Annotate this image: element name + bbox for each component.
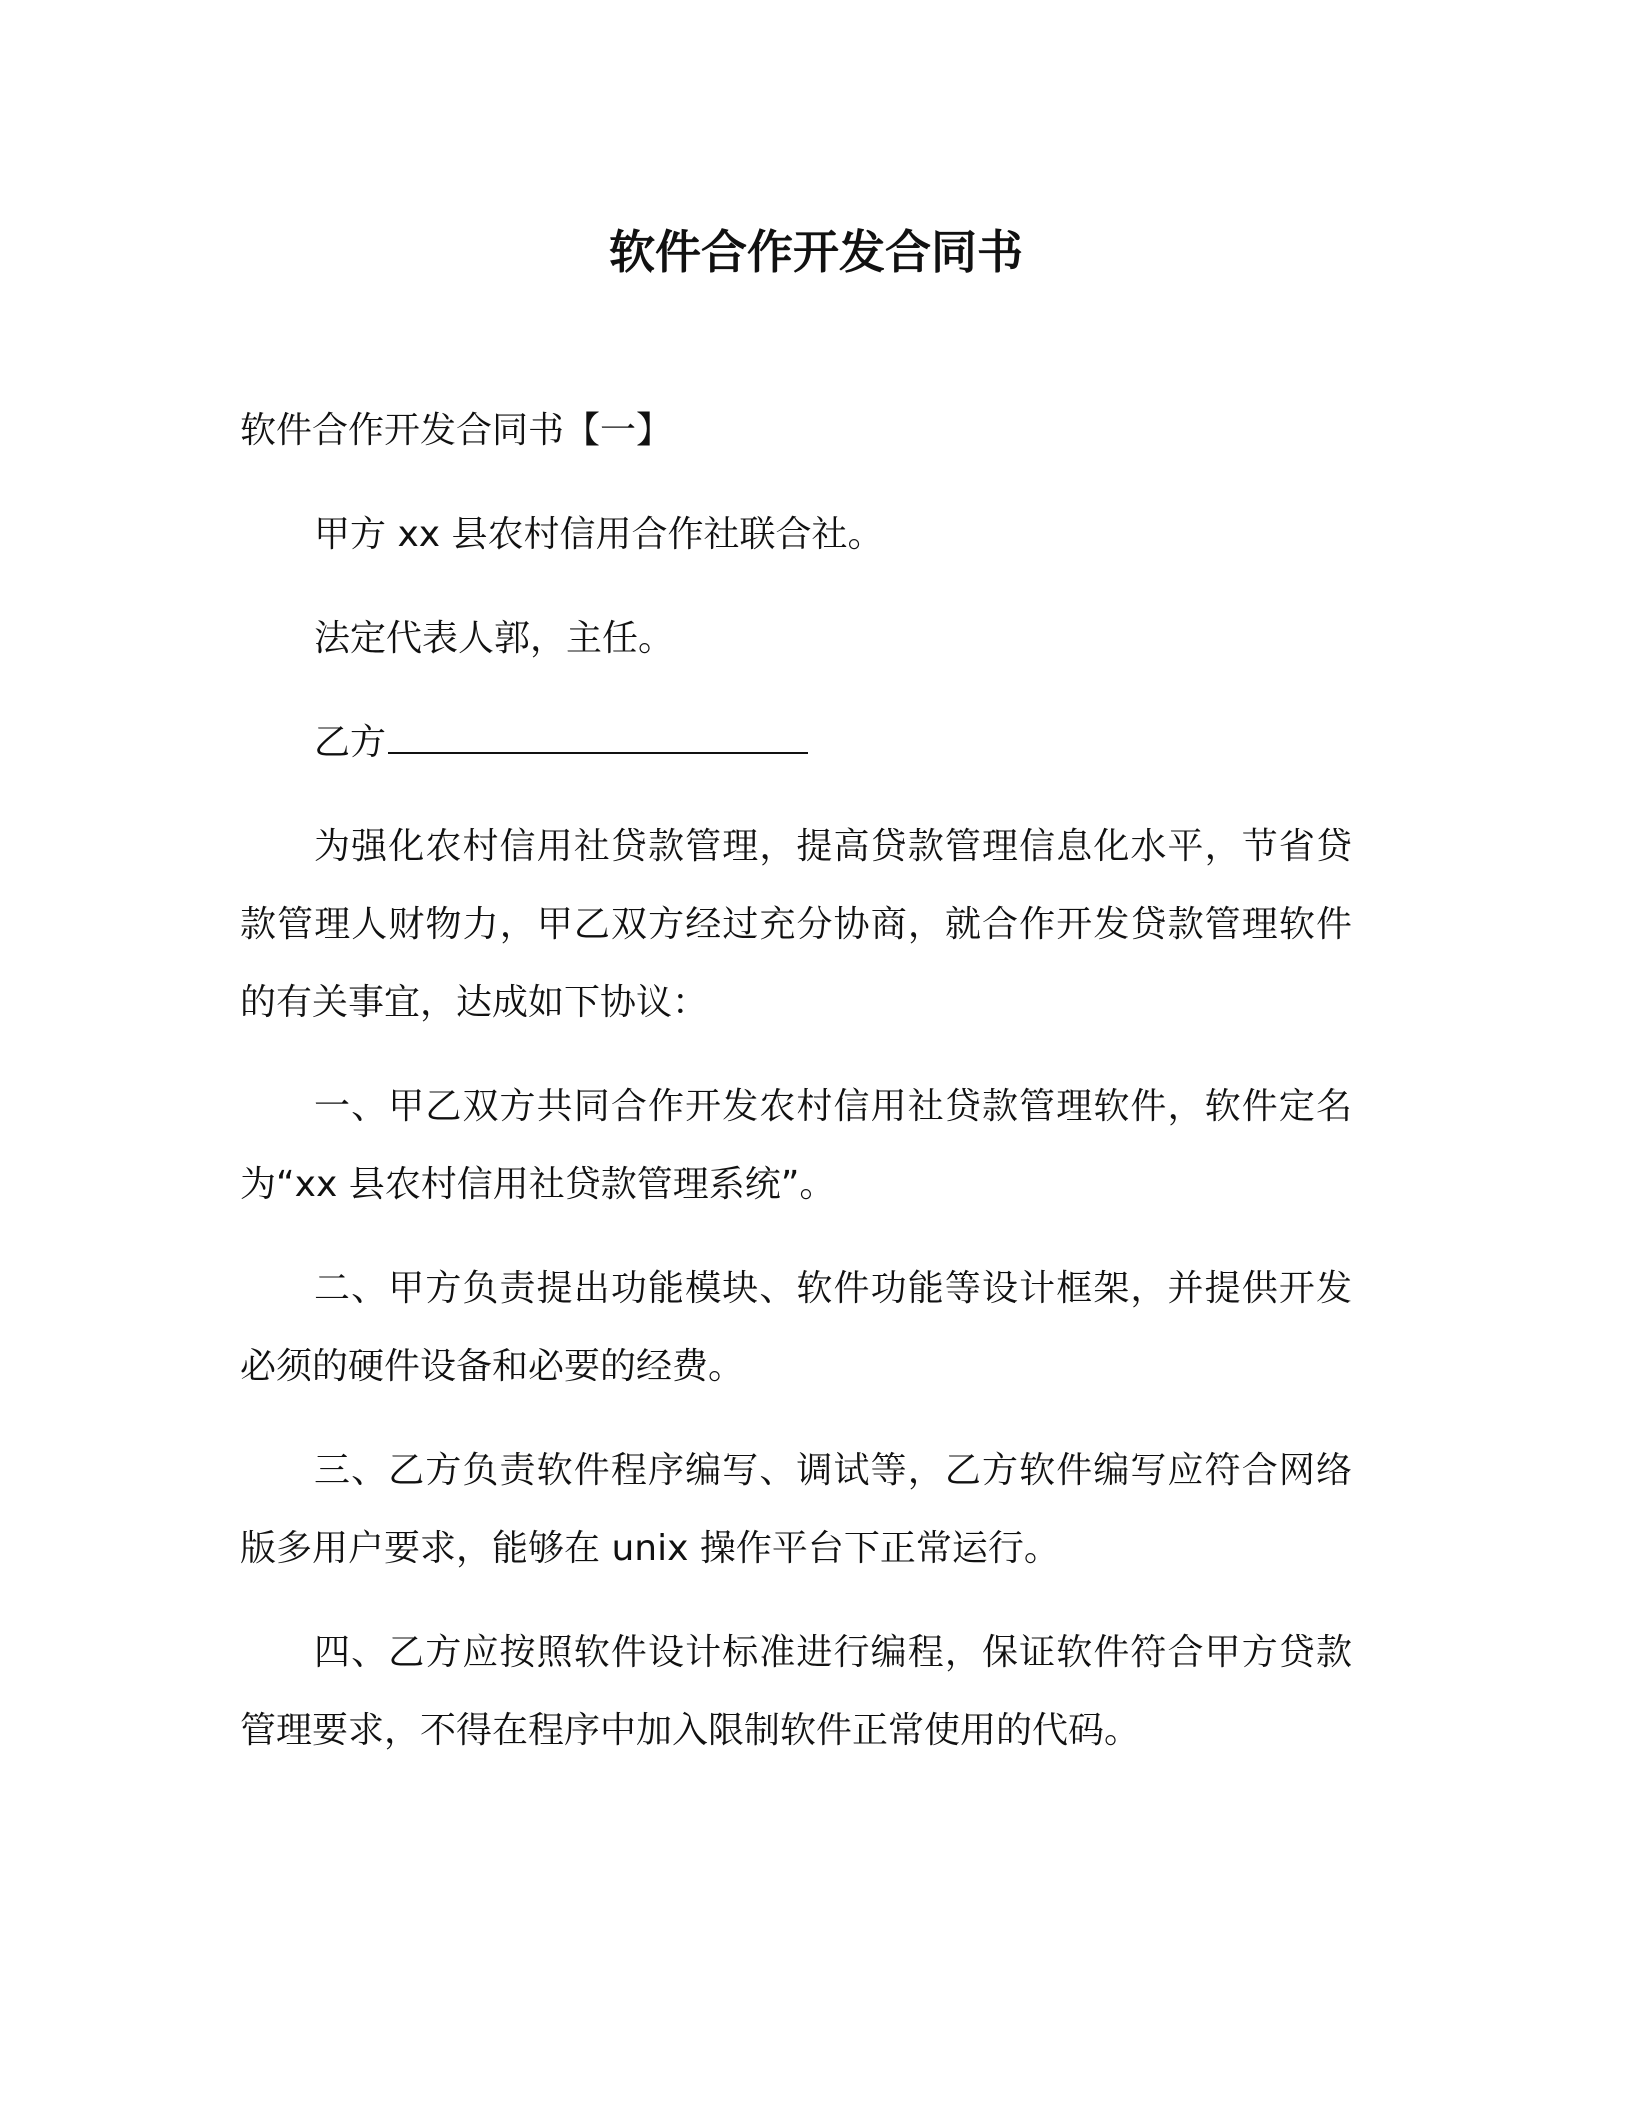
clause-4: 四、乙方应按照软件设计标准进行编程，保证软件符合甲方贷款管理要求，不得在程序中加入限制软件正常使用的代码。 bbox=[240, 1632, 1352, 1751]
clause-1: 一、甲乙双方共同合作开发农村信用社贷款管理软件，软件定名为“xx 县农村信用社贷款管理系统”。 bbox=[240, 1086, 1352, 1205]
party-b-label: 乙方 bbox=[314, 722, 387, 763]
section-subheading: 软件合作开发合同书【一】 bbox=[240, 410, 673, 451]
document-body bbox=[240, 392, 1352, 1796]
party-b-line bbox=[240, 704, 1352, 782]
clause-2: 二、甲方负责提出功能模块、软件功能等设计框架，并提供开发必须的硬件设备和必要的经费。 bbox=[240, 1268, 1352, 1387]
clause-3: 三、乙方负责软件程序编写、调试等，乙方软件编写应符合网络版多用户要求，能够在 unix 操作平台下正常运行。 bbox=[240, 1450, 1352, 1569]
legal-representative-line: 法定代表人郭，主任。 bbox=[314, 618, 675, 659]
party-a-line: 甲方 xx 县农村信用合作社联合社。 bbox=[314, 514, 884, 555]
party-b-blank-line bbox=[388, 722, 808, 754]
document-title: 软件合作开发合同书 bbox=[609, 225, 1023, 279]
preamble-paragraph: 为强化农村信用社贷款管理，提高贷款管理信息化水平，节省贷款管理人财物力，甲乙双方经过充分协商，就合作开发贷款管理软件的有关事宜，达成如下协议： bbox=[240, 826, 1352, 1023]
